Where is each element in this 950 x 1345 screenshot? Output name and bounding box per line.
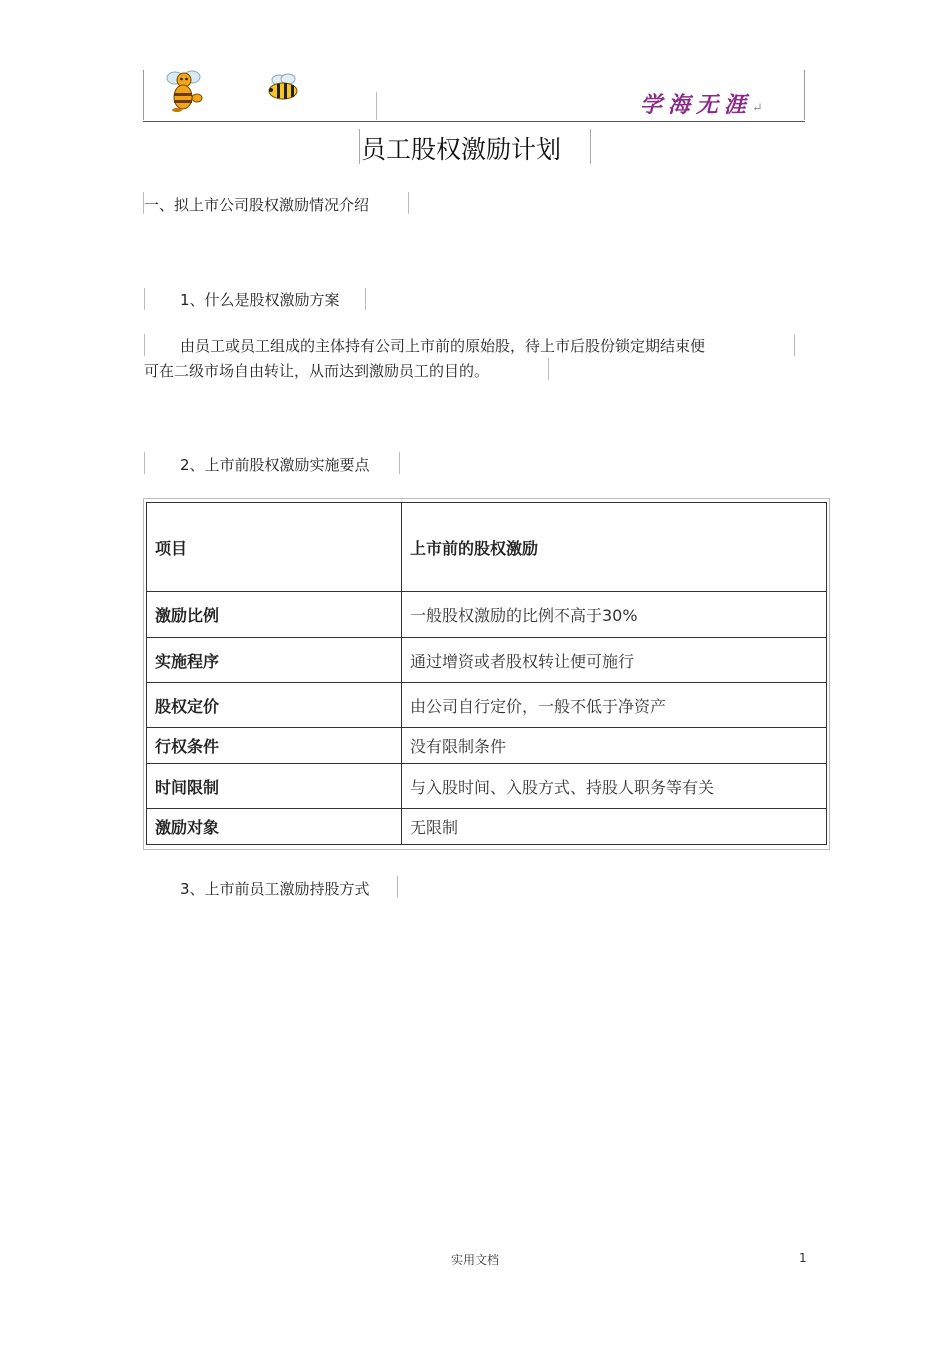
paragraph-line-2: 可在二级市场自由转让，从而达到激励员工的目的。 [144, 362, 490, 380]
bee-icon [263, 73, 301, 103]
table-row [147, 809, 827, 845]
bee-icon [163, 68, 205, 112]
table-cell-value: 通过增资或者股权转让便可施行 [402, 638, 827, 683]
table-cell-value: 无限制 [402, 809, 827, 845]
subsection-heading-2: 2、上市前股权激励实施要点 [180, 456, 370, 474]
table-row [147, 764, 827, 809]
table-header-row [147, 503, 827, 592]
footer-label: 实用文档 [450, 1253, 499, 1267]
table-header-cell: 项目 [147, 503, 402, 592]
table-cell-value: 没有限制条件 [402, 728, 827, 764]
subsection-heading-1: 1、什么是股权激励方案 [180, 291, 340, 309]
table-cell-item: 时间限制 [147, 764, 402, 809]
section-heading: 一、拟上市公司股权激励情况介绍 [144, 196, 370, 214]
page-number: 1 [799, 1251, 807, 1265]
table-row [147, 683, 827, 728]
table-cell-value: 一般股权激励的比例不高于30% [402, 592, 827, 638]
header-rule-right [804, 70, 805, 120]
header-rule-left [143, 70, 144, 120]
page-title: 员工股权激励计划 [361, 135, 562, 164]
table-cell-value: 与入股时间、入股方式、持股人职务等有关 [402, 764, 827, 809]
header-divider [143, 121, 805, 122]
subsection-heading-frame [397, 876, 398, 898]
paragraph-frame-end [548, 358, 549, 380]
paragraph-mark: ↵ [752, 101, 763, 116]
header-motto [640, 88, 763, 119]
table-cell-item: 激励对象 [147, 809, 402, 845]
table-row [147, 728, 827, 764]
table-row [147, 592, 827, 638]
header-rule-middle [376, 92, 377, 120]
subsection-heading-3: 3、上市前员工激励持股方式 [180, 880, 370, 898]
paragraph-line-1: 由员工或员工组成的主体持有公司上市前的原始股，待上市后股份锁定期结束便 [180, 337, 706, 355]
motto-text: 学海无涯 [640, 92, 753, 118]
incentive-table [146, 502, 827, 845]
table-cell-item: 激励比例 [147, 592, 402, 638]
table-cell-item: 实施程序 [147, 638, 402, 683]
table-cell-item: 行权条件 [147, 728, 402, 764]
table-cell-value: 由公司自行定价，一般不低于净资产 [402, 683, 827, 728]
table-row [147, 638, 827, 683]
table-header-cell: 上市前的股权激励 [402, 503, 827, 592]
table-cell-item: 股权定价 [147, 683, 402, 728]
